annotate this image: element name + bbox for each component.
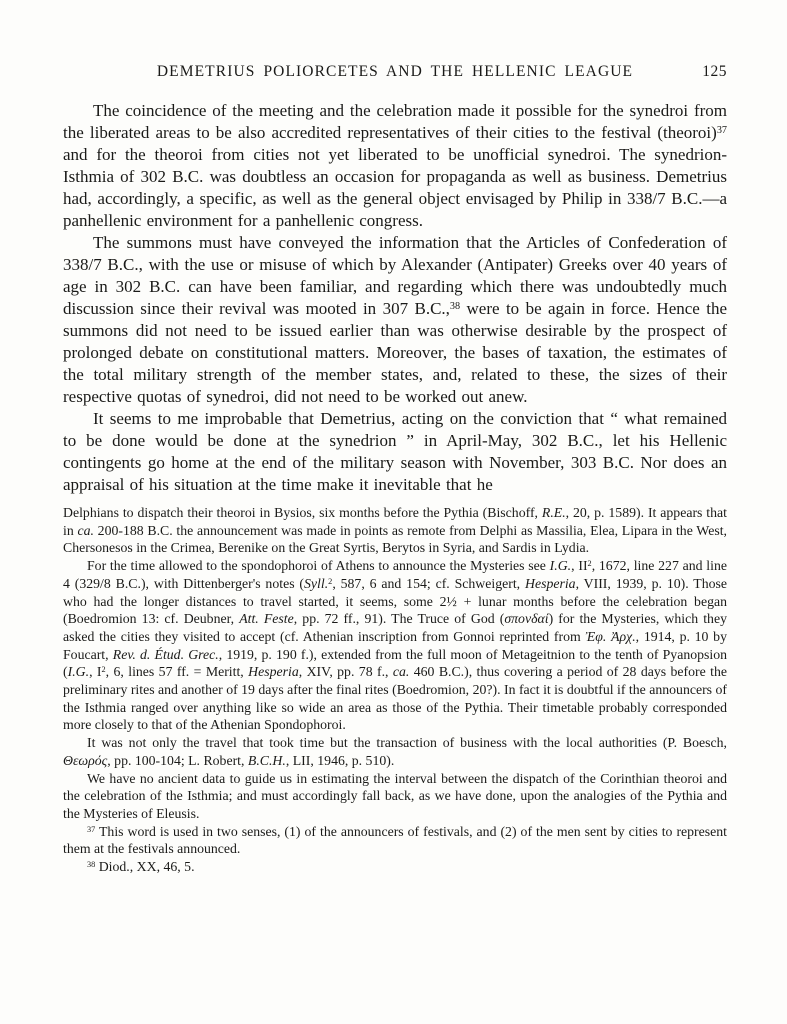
- paragraph: [63, 232, 727, 408]
- text-segment: , 1672, line 227 and line 4 (329/8 B.C.), with Dittenberger's notes (: [63, 558, 727, 591]
- text-segment: ) for the Mysteries, which they asked the cities they visited to accept (cf. Athenian inscription from Gonnoi reprinted from: [63, 611, 727, 644]
- text-segment: Hesperia: [524, 575, 576, 591]
- text-segment: σπονδαί: [504, 611, 549, 627]
- text-segment: , 1914, p. 10 by Foucart,: [63, 628, 727, 662]
- text-segment: It seems to me improbable that Demetrius, acting on the conviction that “ what remained to be done would be done at the synedrion ” in April-May, 302 B.C., let his Hellenic contingents go home at the end of the military season with November, 303 B.C. Nor does an appraisal of his situation at the time make it inevitable that he: [63, 409, 727, 494]
- text-segment: Ἐφ. Ἀρχ.: [585, 628, 636, 644]
- text-segment: , 1919, p. 190 f.), extended from the full moon of Metageitnion to the tenth of Pyanopsion (: [63, 646, 728, 680]
- text-segment: ca.: [77, 522, 94, 538]
- paragraph: [63, 770, 727, 823]
- text-segment: It was not only the travel that took time but the transaction of business with the local authorities (P. Boesch,: [87, 735, 727, 751]
- paragraph: [63, 734, 727, 769]
- text-segment: , 6, lines 57 ff. = Meritt,: [105, 664, 249, 680]
- text-segment: The summons must have conveyed the information that the Articles of Confederation of 338/7 B.C., with the use or misuse of which by Alexander (Antipater) Greeks over 40 years of age in 302 B.C. can have been familiar, and regarding which there was undoubtedly much discussion since their revival was mooted in 307 B.C.,: [63, 233, 727, 318]
- footnotes: [63, 504, 727, 876]
- text-segment: 460 B.C.), thus covering a period of 28 days before the preliminary rites and another of 19 days after the final rites (Boedromion, 20?). In fact it is doubtful if the announcers of the Isthmia ranged over anything like so wide an area as those of the Pythia. Their timetable probably corresponded more closely to that of the Athenian Spondophoroi.: [63, 664, 727, 733]
- text-segment: , II: [571, 558, 588, 574]
- text-segment: Θεωρός: [63, 752, 108, 768]
- footnote-marker: 2: [328, 576, 333, 586]
- text-segment: , LII, 1946, p. 510).: [285, 752, 395, 768]
- text-segment: ca.: [392, 664, 410, 680]
- text-segment: Delphians to dispatch their theoroi in Bysios, six months before the Pythia (Bischoff,: [63, 505, 542, 520]
- text-segment: Rev. d. Étud. Grec.: [112, 646, 219, 662]
- page-header: [63, 63, 727, 81]
- footnote-marker: 37: [716, 124, 727, 136]
- text-segment: , 20, p. 1589). It appears that in: [63, 505, 727, 538]
- text-segment: Hesperia: [248, 664, 299, 680]
- text-segment: Diod., XX, 46, 5.: [95, 859, 195, 875]
- text-segment: , 587, 6 and 154; cf. Schweigert,: [332, 575, 525, 591]
- paragraph: [63, 858, 727, 876]
- footnote-marker: 38: [449, 300, 461, 312]
- text-segment: R.E.: [541, 505, 566, 520]
- text-segment: I.G.: [549, 558, 572, 574]
- text-segment: B.C.H.: [247, 752, 286, 768]
- text-segment: 200-188 B.C. the announcement was made in points as remote from Delphi as Massilia, Elea, Lipara in the West, Chersonesos in the Crimea, Berenike on the Great Syrtis, Berytos in Syria, and Sardis in Lydia.: [63, 522, 728, 556]
- text-segment: , I: [89, 664, 102, 680]
- footnote-marker: 38: [87, 859, 96, 869]
- text-segment: We have no ancient data to guide us in estimating the interval between the dispatch of the Corinthian theoroi and the celebration of the Isthmia; and must accordingly fall back, as we have done, upon the analogies of the Pythia and the Mysteries of Eleusis.: [63, 770, 727, 821]
- paragraph: [63, 823, 727, 858]
- running-title: DEMETRIUS POLIORCETES AND THE HELLENIC LEAGUE: [156, 63, 634, 80]
- paragraph: [63, 504, 727, 557]
- text-segment: , XIV, pp. 78 f.,: [298, 664, 393, 680]
- text-segment: Syll.: [304, 575, 329, 591]
- footnote-marker: 2: [101, 665, 106, 675]
- text-segment: , pp. 72 ff., 91). The Truce of God (: [293, 611, 505, 627]
- paragraph: [63, 100, 727, 232]
- footnote-marker: 37: [87, 824, 96, 834]
- page-number: 125: [702, 63, 727, 80]
- text-segment: and for the theoroi from cities not yet liberated to be unofficial synedroi. The synedrion-Isthmia of 302 B.C. was doubtless an occasion for propaganda as well as business. Demetrius had, accordingly, a specific, as well as the general object envisaged by Philip in 338/7 B.C.—a panhellenic environment for a panhellenic congress.: [63, 145, 727, 230]
- footnote-marker: 2: [587, 558, 592, 568]
- paragraph: [63, 557, 727, 734]
- text-segment: For the time allowed to the spondophoroi of Athens to announce the Mysteries see: [87, 558, 550, 574]
- text-segment: were to be again in force. Hence the summons did not need to be issued earlier than was otherwise desirable by the prospect of prolonged debate on constitutional matters. Moreover, the bases of taxation, the estimates of the total military strength of the member states, and, related to these, the sizes of their respective quotas of synedroi, did not need to be worked out anew.: [63, 299, 727, 406]
- text-segment: The coincidence of the meeting and the celebration made it possible for the synedroi from the liberated areas to be also accredited representatives of their cities to the festival (theoroi): [63, 101, 727, 142]
- main-text: [63, 100, 727, 496]
- paragraph: [63, 408, 727, 496]
- text-segment: , VIII, 1939, p. 10). Those who had the longer distances to travel started, it seems, some 2½ + lunar months before the celebration began (Boedromion 13: cf. Deubner,: [63, 575, 727, 627]
- text-segment: Att. Feste: [239, 611, 294, 627]
- text-segment: This word is used in two senses, (1) of the announcers of festivals, and (2) of the men sent by cities to represent them at the festivals announced.: [63, 823, 727, 857]
- text-segment: I.G.: [67, 664, 90, 680]
- text-segment: , pp. 100-104; L. Robert,: [107, 752, 248, 768]
